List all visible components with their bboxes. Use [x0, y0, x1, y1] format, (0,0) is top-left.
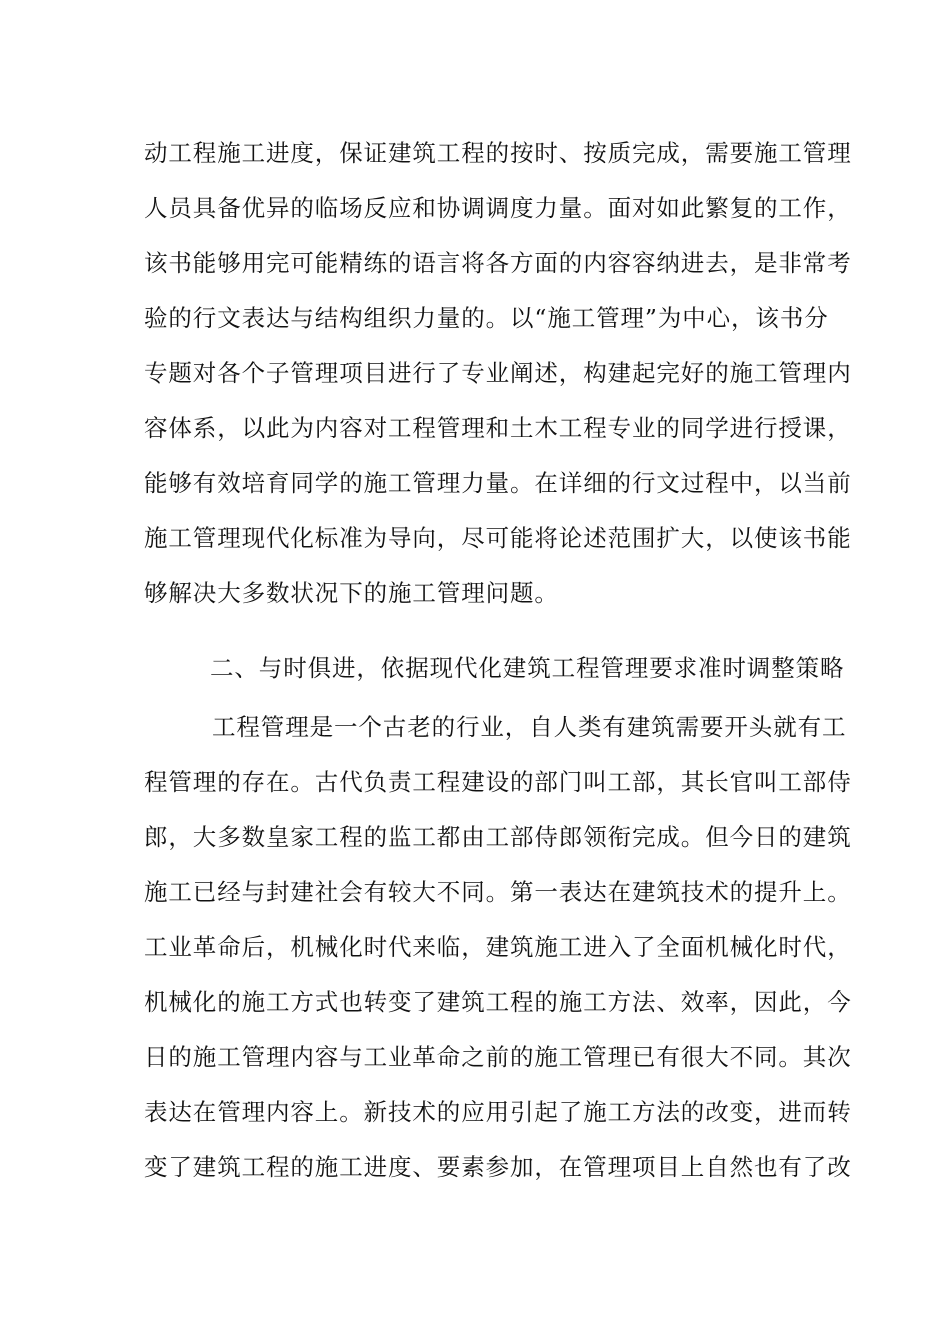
paragraph-line: 专题对各个子管理项目进行了专业阐述，构建起完好的施工管理内 — [144, 359, 852, 387]
paragraph-line: 施工已经与封建社会有较大不同。第一表达在建筑技术的提升上。 — [144, 878, 852, 906]
paragraph-line: 施工管理现代化标准为导向，尽可能将论述范围扩大，以使该书能 — [144, 524, 852, 552]
paragraph-line: 郎，大多数皇家工程的监工都由工部侍郎领衔完成。但今日的建筑 — [144, 823, 852, 851]
paragraph-line: 表达在管理内容上。新技术的应用引起了施工方法的改变，进而转 — [144, 1098, 852, 1126]
paragraph-line: 能够有效培育同学的施工管理力量。在详细的行文过程中，以当前 — [144, 469, 852, 497]
paragraph-line: 变了建筑工程的施工进度、要素参加，在管理项目上自然也有了改 — [144, 1153, 852, 1181]
paragraph-first-line: 工程管理是一个古老的行业，自人类有建筑需要开头就有工 — [212, 713, 847, 741]
paragraph-line: 动工程施工进度，保证建筑工程的按时、按质完成，需要施工管理 — [144, 139, 852, 167]
paragraph-line: 机械化的施工方式也转变了建筑工程的施工方法、效率，因此，今 — [144, 988, 852, 1016]
paragraph-line: 人员具备优异的临场反应和协调调度力量。面对如此繁复的工作， — [144, 194, 852, 222]
paragraph-line: 工业革命后，机械化时代来临，建筑施工进入了全面机械化时代， — [144, 933, 852, 961]
paragraph-line: 日的施工管理内容与工业革命之前的施工管理已有很大不同。其次 — [144, 1043, 852, 1071]
paragraph-last-line: 够解决大多数状况下的施工管理问题。 — [144, 579, 559, 607]
paragraph-line: 该书能够用完可能精练的语言将各方面的内容容纳进去，是非常考 — [144, 249, 852, 277]
paragraph-line: 程管理的存在。古代负责工程建设的部门叫工部，其长官叫工部侍 — [144, 768, 852, 796]
paragraph-line: 容体系，以此为内容对工程管理和土木工程专业的同学进行授课， — [144, 414, 852, 442]
paragraph-line: 验的行文表达与结构组织力量的。以“施工管理”为中心，该书分 — [144, 304, 829, 332]
section-heading: 二、与时俱进，依据现代化建筑工程管理要求准时调整策略 — [210, 654, 845, 682]
